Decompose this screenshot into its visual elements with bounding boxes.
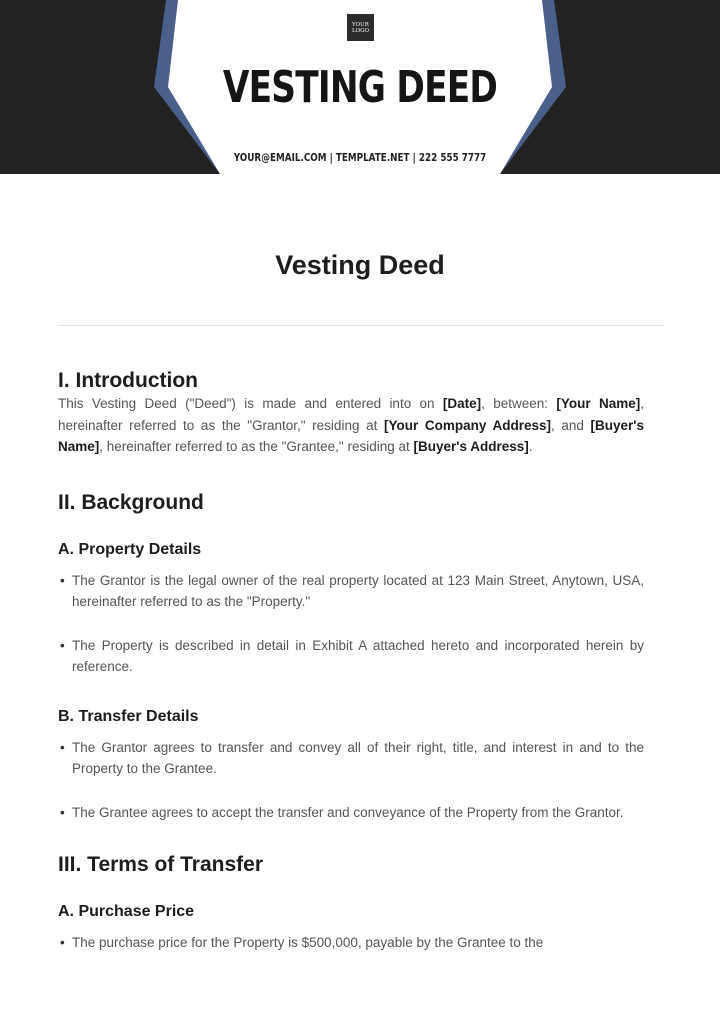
header-title: VESTING DEED	[222, 62, 498, 113]
introduction-paragraph: This Vesting Deed ("Deed") is made and entered into on [Date], between: [Your Name], hereinafter referred to as the "Grantor," residing at [Your Company Address], and [Buyer's Name], hereinafter referred to as the "Grantee," residing at [Buyer's Address].	[58, 396, 645, 454]
list-item: • The purchase price for the Property is $500,000, payable by the Grantee to the	[58, 932, 644, 954]
subheading-purchase-price: A. Purchase Price	[58, 903, 195, 920]
section-heading-introduction: I. Introduction	[58, 369, 198, 392]
logo-text-line2: LOGO	[351, 27, 370, 34]
list-item: • The Grantee agrees to accept the transfer and conveyance of the Property from the Grantor.	[58, 802, 644, 824]
document-body	[58, 369, 644, 954]
header-banner	[0, 0, 720, 174]
document-title: Vesting Deed	[275, 250, 445, 280]
placeholder-buyer-address: [Buyer's Address]	[413, 439, 529, 454]
property-details-list	[58, 570, 644, 678]
section-heading-terms: III. Terms of Transfer	[58, 853, 264, 876]
placeholder-buyer-name: [Buyer's Name]	[58, 417, 644, 454]
placeholder-date: [Date]	[442, 396, 482, 411]
company-logo	[347, 14, 374, 41]
subheading-transfer-details: B. Transfer Details	[58, 707, 199, 725]
subheading-property-details: A. Property Details	[58, 540, 202, 558]
section-heading-background: II. Background	[58, 490, 204, 514]
list-item: • The Grantor agrees to transfer and convey all of their right, title, and interest in and to the Property to the Grantee.	[58, 737, 644, 780]
placeholder-your-name: [Your Name]	[556, 396, 641, 411]
purchase-price-list	[58, 932, 644, 954]
title-divider	[58, 325, 664, 326]
logo-text-line1: YOUR	[352, 21, 369, 28]
placeholder-company-address: [Your Company Address]	[383, 417, 551, 433]
list-item: • The Property is described in detail in Exhibit A attached hereto and incorporated herein by reference.	[58, 635, 644, 678]
transfer-details-list	[58, 737, 644, 824]
list-item: • The Grantor is the legal owner of the real property located at 123 Main Street, Anytown, USA, hereinafter referred to as the "Property."	[58, 570, 644, 613]
header-contact: YOUR@EMAIL.COM | TEMPLATE.NET | 222 555 7777	[233, 151, 487, 164]
